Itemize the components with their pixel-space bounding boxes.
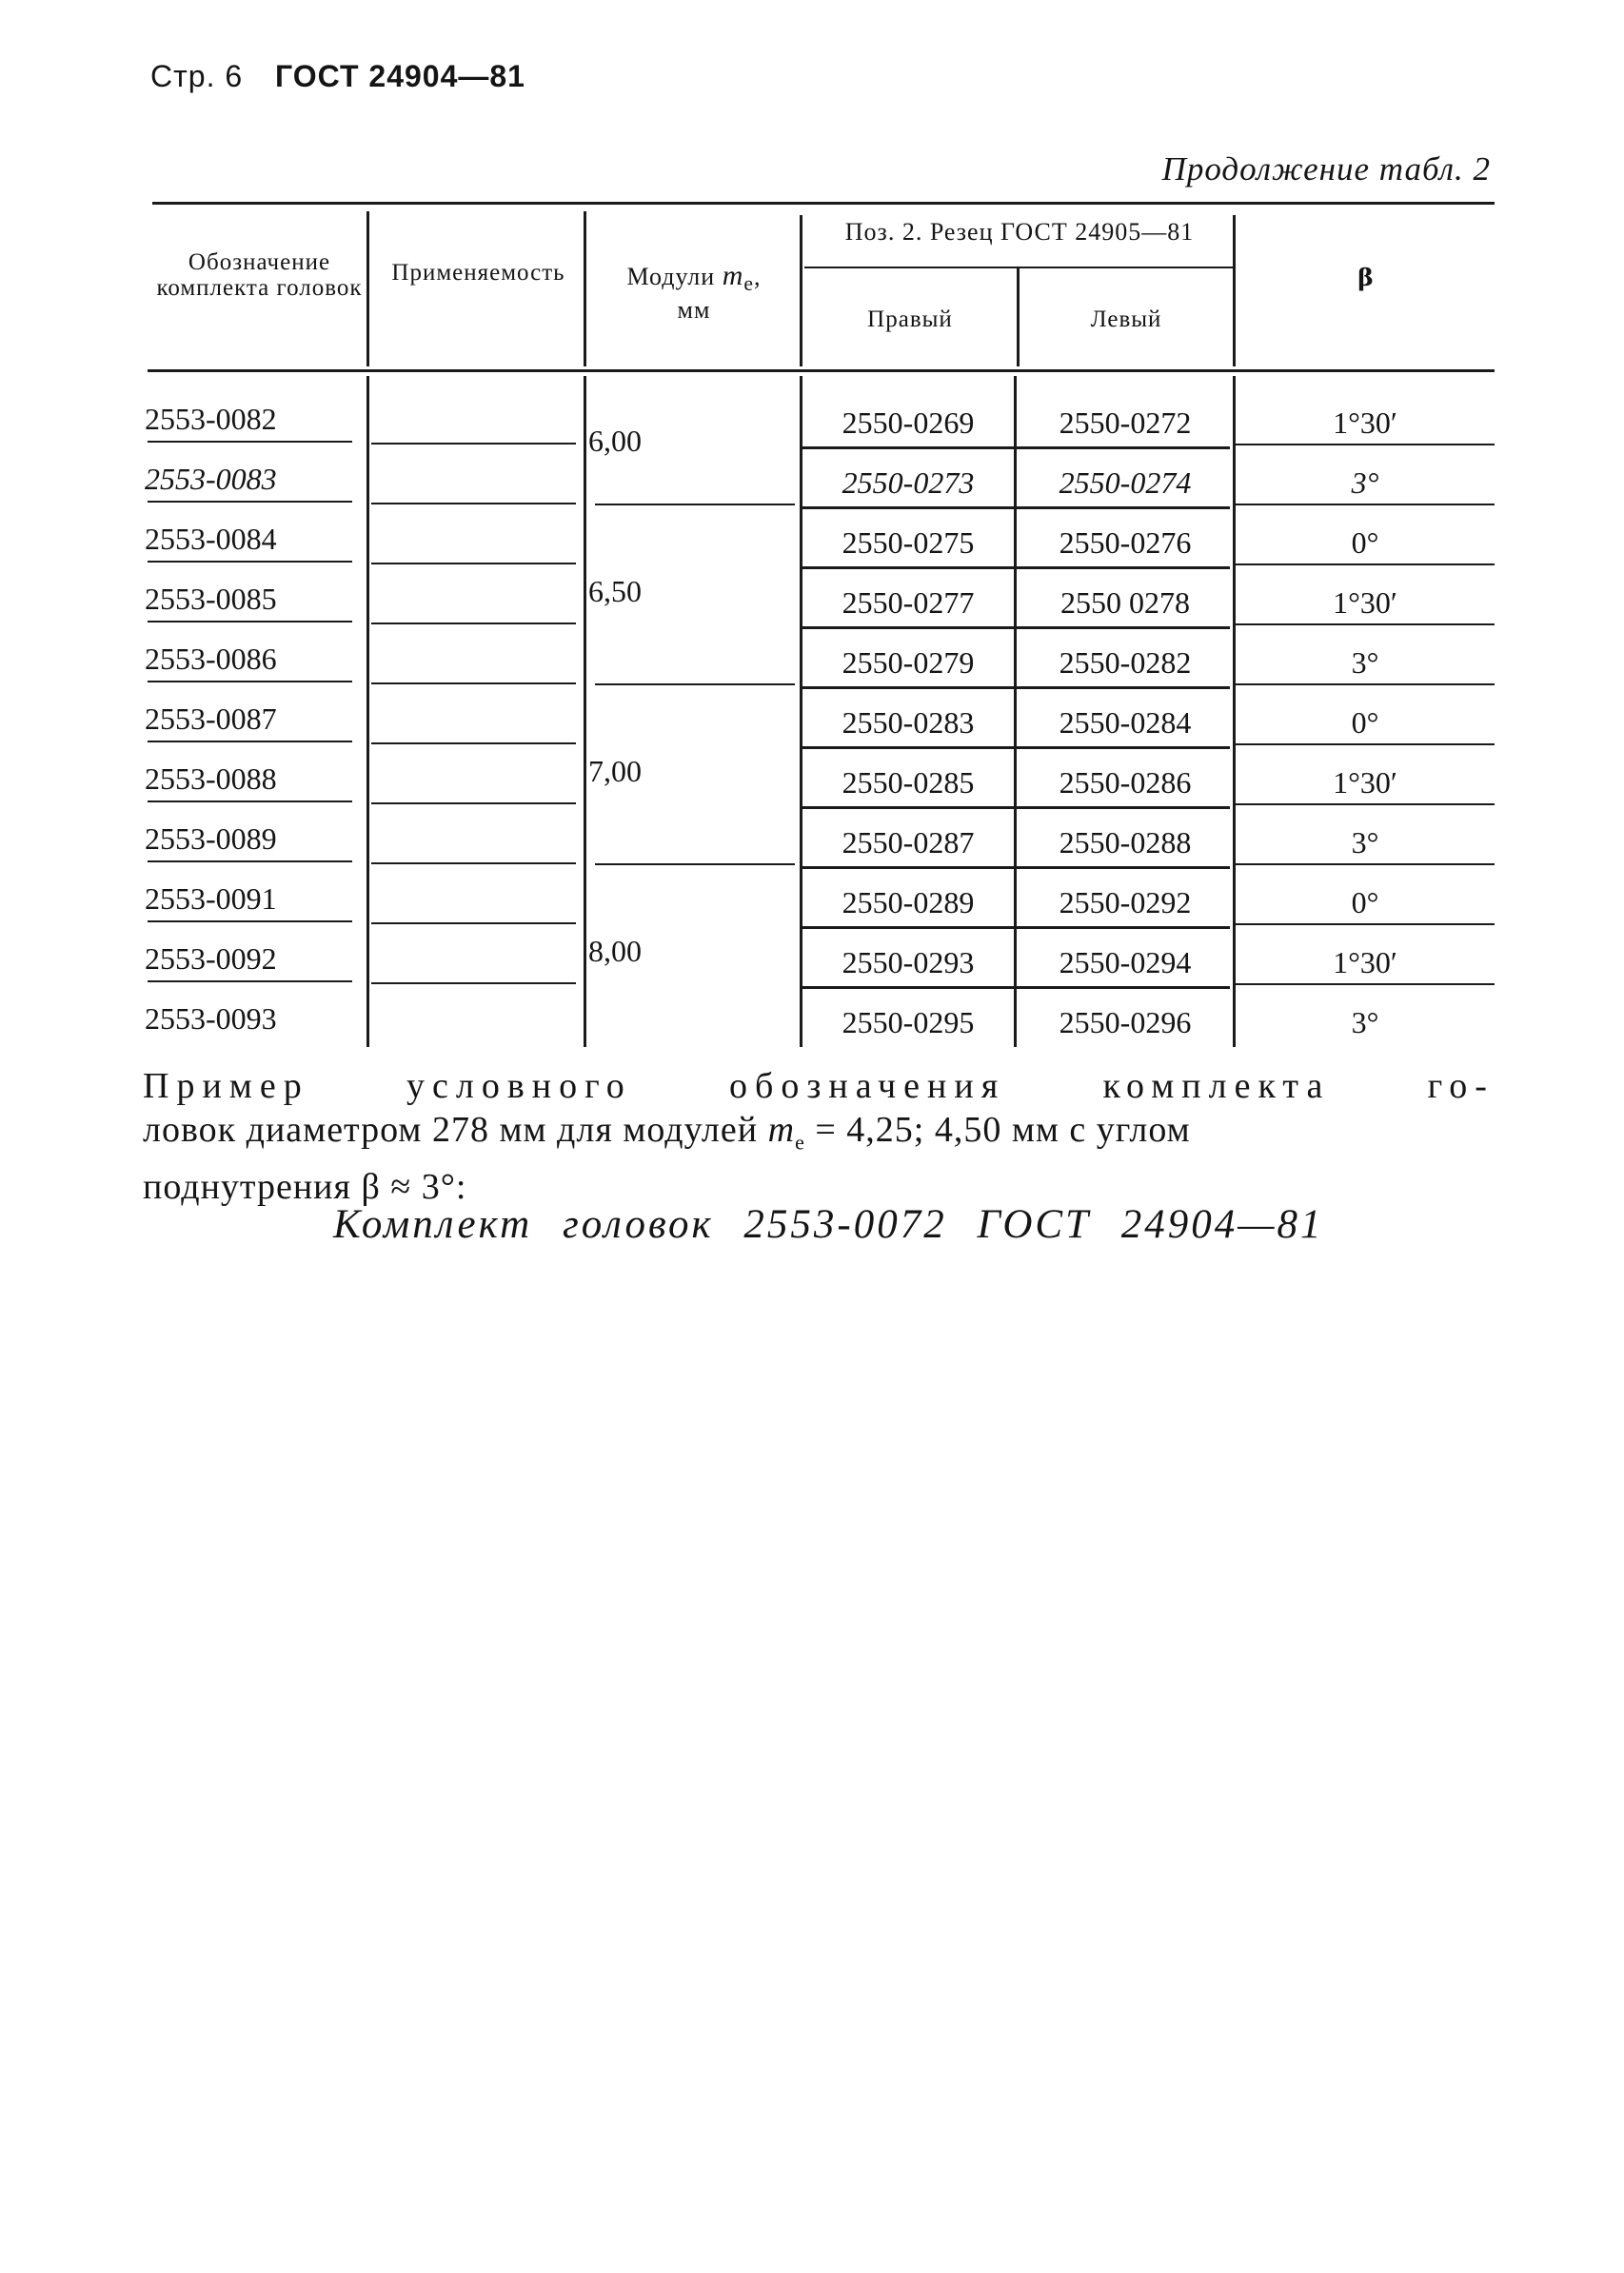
example-paragraph xyxy=(143,1064,1495,1209)
row-rule xyxy=(802,626,1230,629)
row-rule xyxy=(371,682,576,684)
row-rule xyxy=(148,741,352,742)
row-rule xyxy=(802,986,1230,989)
example-word: го- xyxy=(1427,1066,1495,1106)
designation-cell: 2553-0087 xyxy=(145,702,277,736)
header-bottom-rule xyxy=(148,369,1495,372)
right-cutter-cell: 2550-0287 xyxy=(842,825,975,860)
table-continuation-label: Продолжение табл. 2 xyxy=(1161,150,1491,188)
designation-cell: 2553-0083 xyxy=(145,462,277,496)
example-line-1 xyxy=(143,1064,1495,1108)
header-left: Левый xyxy=(1090,306,1162,332)
left-cutter-cell: 2550-0292 xyxy=(1059,885,1192,919)
header-right: Правый xyxy=(867,306,953,332)
row-rule xyxy=(1236,504,1495,505)
left-cutter-cell: 2550-0276 xyxy=(1059,525,1192,560)
beta-cell: 3° xyxy=(1351,645,1379,680)
row-rule xyxy=(148,860,352,862)
designation-cell: 2553-0082 xyxy=(145,402,277,436)
row-rule xyxy=(371,742,576,744)
beta-cell: 0° xyxy=(1351,705,1379,740)
beta-cell: 0° xyxy=(1351,885,1379,919)
example-designation: Комплект головок 2553-0072 ГОСТ 24904—81 xyxy=(333,1202,1324,1247)
table-top-rule xyxy=(152,202,1495,205)
right-cutter-cell: 2550-0295 xyxy=(842,1005,975,1039)
module-cell: 6,50 xyxy=(588,573,642,608)
row-rule xyxy=(802,746,1230,749)
col-divider xyxy=(1017,268,1020,366)
right-cutter-cell: 2550-0283 xyxy=(842,705,975,740)
beta-cell: 0° xyxy=(1351,525,1379,560)
row-rule xyxy=(1236,983,1495,985)
designation-cell: 2553-0085 xyxy=(145,582,277,616)
page-header xyxy=(150,59,548,94)
beta-cell: 3° xyxy=(1351,1005,1379,1039)
right-cutter-cell: 2550-0275 xyxy=(842,525,975,560)
row-rule xyxy=(371,503,576,504)
col-divider xyxy=(800,215,802,366)
col-divider xyxy=(366,376,369,1047)
left-cutter-cell: 2550-0294 xyxy=(1059,945,1192,979)
col-divider xyxy=(366,211,369,366)
row-rule xyxy=(371,443,576,445)
designation-cell: 2553-0086 xyxy=(145,642,277,676)
module-group-rule xyxy=(595,683,795,685)
module-group-rule xyxy=(595,863,795,865)
designation-cell: 2553-0091 xyxy=(145,881,277,916)
beta-cell: 1°30′ xyxy=(1333,405,1397,440)
row-rule xyxy=(1236,444,1495,445)
header-modules: Модули $m_e$, мм xyxy=(626,260,762,325)
row-rule xyxy=(1236,683,1495,685)
right-cutter-cell: 2550-0273 xyxy=(842,465,975,500)
row-rule xyxy=(1236,743,1495,745)
example-line-3: поднутрения β ≈ 3°: xyxy=(143,1166,467,1207)
designation-cell: 2553-0088 xyxy=(145,761,277,796)
module-cell: 7,00 xyxy=(588,753,642,788)
col-divider xyxy=(584,376,586,1047)
row-rule xyxy=(802,446,1230,449)
right-cutter-cell: 2550-0269 xyxy=(842,405,975,440)
example-word: Пример xyxy=(143,1066,309,1106)
header-applicability: Применяемость xyxy=(391,260,565,286)
row-rule xyxy=(148,501,352,503)
standard-number: ГОСТ 24904—81 xyxy=(275,59,525,93)
row-rule xyxy=(802,866,1230,869)
module-cell: 6,00 xyxy=(588,424,642,458)
row-rule xyxy=(371,802,576,804)
designation-cell: 2553-0093 xyxy=(145,1001,277,1036)
right-cutter-cell: 2550-0277 xyxy=(842,585,975,620)
row-rule xyxy=(802,806,1230,809)
left-cutter-cell: 2550 0278 xyxy=(1060,585,1190,620)
row-rule xyxy=(1236,803,1495,805)
row-rule xyxy=(148,800,352,802)
row-rule xyxy=(1236,563,1495,565)
row-rule xyxy=(802,686,1230,689)
beta-cell: 3° xyxy=(1351,465,1379,500)
example-line-2: ловок диаметром 278 мм для модулей $m_e = 4,25$; 4,50 мм с углом xyxy=(143,1110,1191,1155)
page-number: Стр. 6 xyxy=(150,59,244,93)
header-cutter-group: Поз. 2. Резец ГОСТ 24905—81 xyxy=(844,218,1195,246)
beta-cell: 3° xyxy=(1351,825,1379,860)
beta-cell: 1°30′ xyxy=(1333,585,1397,620)
left-cutter-cell: 2550-0272 xyxy=(1059,405,1192,440)
row-rule xyxy=(371,862,576,864)
row-rule xyxy=(148,681,352,682)
left-cutter-cell: 2550-0284 xyxy=(1059,705,1192,740)
row-rule xyxy=(371,563,576,564)
row-rule xyxy=(802,566,1230,569)
row-rule xyxy=(371,623,576,624)
module-group-rule xyxy=(595,504,795,505)
row-rule xyxy=(1236,623,1495,625)
header-beta: β xyxy=(1357,264,1375,291)
designation-cell: 2553-0084 xyxy=(145,522,277,556)
row-rule xyxy=(371,982,576,984)
beta-cell: 1°30′ xyxy=(1333,765,1397,800)
left-cutter-cell: 2550-0282 xyxy=(1059,645,1192,680)
row-rule xyxy=(148,621,352,623)
row-rule xyxy=(148,441,352,443)
row-rule xyxy=(802,926,1230,929)
beta-cell: 1°30′ xyxy=(1333,945,1397,979)
module-cell: 8,00 xyxy=(588,933,642,968)
row-rule xyxy=(1236,863,1495,865)
right-cutter-cell: 2550-0293 xyxy=(842,945,975,979)
left-cutter-cell: 2550-0288 xyxy=(1059,825,1192,860)
header-designation: Обозначение комплекта головок xyxy=(156,249,363,301)
left-cutter-cell: 2550-0296 xyxy=(1059,1005,1192,1039)
example-word: обозначения xyxy=(729,1066,1006,1106)
right-cutter-cell: 2550-0279 xyxy=(842,645,975,680)
designation-cell: 2553-0089 xyxy=(145,821,277,856)
example-word: комплекта xyxy=(1102,1066,1331,1106)
row-rule xyxy=(802,506,1230,509)
row-rule xyxy=(371,922,576,924)
left-cutter-cell: 2550-0274 xyxy=(1059,465,1192,500)
right-cutter-cell: 2550-0289 xyxy=(842,885,975,919)
right-cutter-cell: 2550-0285 xyxy=(842,765,975,800)
designation-cell: 2553-0092 xyxy=(145,941,277,976)
row-rule xyxy=(148,561,352,563)
row-rule xyxy=(148,920,352,922)
row-rule xyxy=(148,980,352,982)
row-rule xyxy=(1236,923,1495,925)
left-cutter-cell: 2550-0286 xyxy=(1059,765,1192,800)
example-word: условного xyxy=(406,1066,632,1106)
col-divider xyxy=(584,211,586,366)
